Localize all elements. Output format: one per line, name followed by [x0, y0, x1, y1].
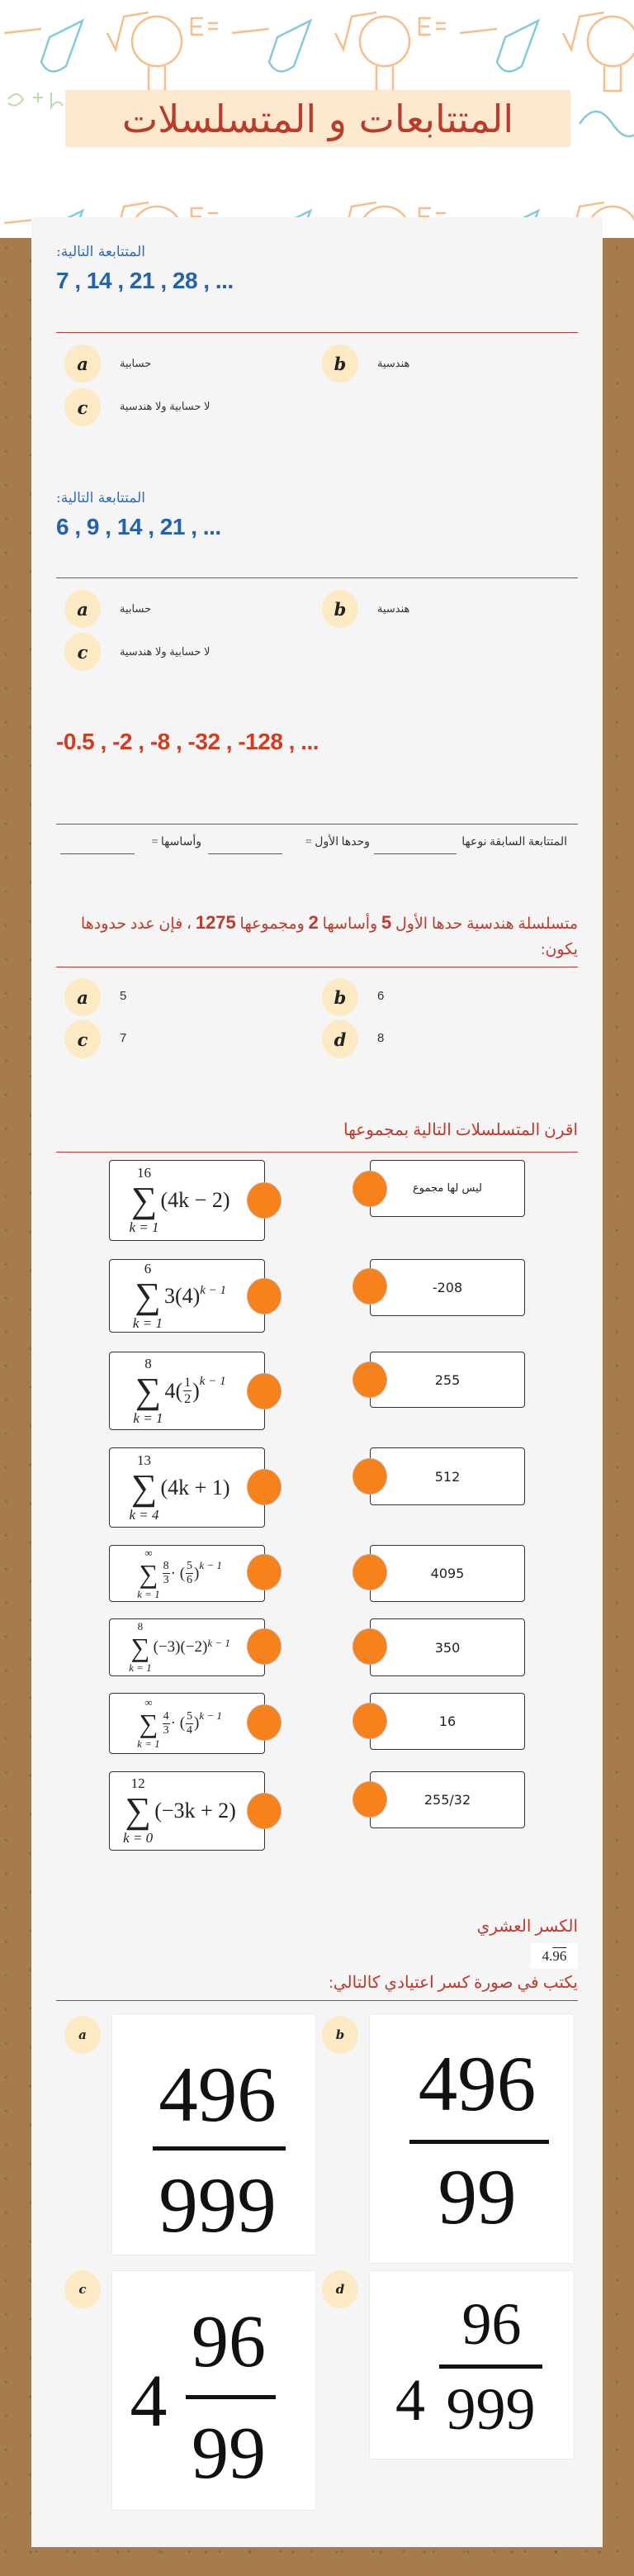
repeating-decimal	[531, 1943, 578, 1969]
sum-card[interactable]	[370, 1771, 525, 1828]
fraction	[186, 1560, 193, 1587]
q4-option-c-text[interactable]: 7	[120, 1031, 127, 1045]
sigma-symbol: ∑	[139, 1709, 158, 1738]
fraction	[186, 1710, 193, 1737]
q6-option-d[interactable]: d	[322, 2270, 358, 2308]
series-formula	[133, 1262, 226, 1331]
numerator: 5	[187, 1709, 193, 1723]
series-formula	[133, 1357, 225, 1426]
divider	[56, 2000, 578, 2001]
denominator: 99	[192, 2412, 266, 2494]
term-text: · (	[170, 1564, 186, 1582]
numerator: 496	[158, 2051, 277, 2138]
upper-limit: 8	[144, 1355, 152, 1371]
q1-sequence: 7 , 14 , 21 , 28 , ...	[56, 268, 234, 293]
sigma-symbol: ∑	[135, 1370, 162, 1411]
sum-value: -208	[432, 1280, 463, 1295]
q3-sequence: -0.5 , -2 , -8 , -32 , -128 , ...	[56, 729, 319, 754]
series-formula	[129, 1621, 230, 1674]
sigma-symbol: ∑	[139, 1558, 158, 1589]
q6-heading: الكسر العشري	[476, 1918, 578, 1936]
q4-text: وأساسها	[318, 915, 381, 933]
q3-type-label: المتتابعة السابقة نوعها	[461, 836, 567, 848]
series-term	[161, 1476, 230, 1500]
sum-card[interactable]	[370, 1352, 525, 1408]
q2-option-b[interactable]: b	[322, 590, 358, 628]
q6-option-a[interactable]: a	[64, 2016, 101, 2054]
q2-option-a-text[interactable]: حسابية	[120, 602, 152, 615]
sum-card[interactable]	[370, 1618, 525, 1676]
sigma-notation	[137, 1547, 160, 1600]
q3-first-term-label: وحدها الأول =	[305, 836, 370, 848]
term-text: 3(4)	[163, 1283, 201, 1308]
exponent: k − 1	[200, 1283, 227, 1297]
q4-ratio: 2	[308, 912, 319, 933]
sigma-symbol: ∑	[130, 1180, 158, 1220]
whole-number: 4	[395, 2367, 425, 2433]
q6-option-c[interactable]: c	[64, 2270, 101, 2308]
numerator: 4	[163, 1709, 169, 1723]
series-formula	[129, 1166, 229, 1235]
fraction	[163, 1560, 170, 1587]
fraction-bar	[153, 2146, 286, 2151]
q2-option-b-text[interactable]: هندسية	[377, 602, 410, 615]
term-text: (4k + 1)	[160, 1475, 230, 1499]
upper-limit: ∞	[144, 1696, 153, 1709]
sum-card[interactable]	[370, 1693, 525, 1750]
sigma-notation	[129, 1166, 158, 1235]
sum-connector-dot[interactable]	[352, 1628, 387, 1665]
sigma-notation	[137, 1697, 160, 1750]
sum-card[interactable]	[370, 1259, 525, 1316]
q4-option-b-text[interactable]: 6	[377, 989, 385, 1003]
decimal-repeat: 96	[552, 1947, 567, 1964]
divider	[56, 332, 578, 333]
term-text: 4(	[164, 1378, 183, 1403]
upper-limit: 13	[137, 1452, 151, 1468]
upper-limit: ∞	[144, 1546, 153, 1559]
q3-ratio-label: وأساسها =	[151, 836, 201, 848]
q2-sequence: 6 , 9 , 14 , 21 , ...	[56, 514, 221, 539]
series-connector-dot[interactable]	[247, 1554, 282, 1590]
denominator: 4	[187, 1723, 193, 1737]
q2-option-c[interactable]: c	[64, 633, 101, 671]
series-term	[154, 1637, 230, 1657]
sum-connector-dot[interactable]	[352, 1781, 387, 1818]
divider	[56, 824, 578, 825]
upper-limit: 6	[144, 1260, 152, 1276]
sum-connector-dot[interactable]	[352, 1362, 387, 1398]
q2-option-a[interactable]: a	[64, 590, 101, 628]
series-formula	[123, 1776, 236, 1846]
sum-value: 255	[434, 1371, 461, 1388]
term-text: )	[192, 1378, 200, 1403]
lower-limit: k = 1	[129, 1661, 152, 1674]
sigma-notation	[129, 1621, 152, 1674]
q1-option-c[interactable]: c	[64, 388, 101, 426]
fraction	[163, 1710, 170, 1737]
series-card[interactable]	[109, 1259, 265, 1333]
sigma-symbol: ∑	[130, 1466, 158, 1508]
q1-option-b[interactable]: b	[322, 345, 358, 383]
sum-connector-dot[interactable]	[352, 1703, 387, 1739]
q4-text: متسلسلة هندسية حدها الأول	[391, 915, 578, 933]
series-connector-dot[interactable]	[247, 1278, 282, 1314]
q2-label: المتتابعة التالية:	[56, 490, 145, 506]
series-term	[161, 1188, 230, 1213]
series-term	[164, 1375, 225, 1407]
numerator: 8	[163, 1560, 169, 1572]
q4-option-d-text[interactable]: 8	[377, 1031, 385, 1045]
divider	[56, 1152, 578, 1153]
q4-first-term: 5	[381, 912, 392, 933]
sum-value: 512	[434, 1468, 461, 1485]
lower-limit: k = 0	[123, 1830, 154, 1846]
q1-label: المتتابعة التالية:	[56, 244, 145, 260]
series-card[interactable]	[109, 1447, 265, 1528]
denominator: 6	[187, 1574, 193, 1586]
series-card[interactable]	[109, 1160, 265, 1241]
series-card[interactable]	[109, 1352, 265, 1430]
divider	[56, 577, 578, 578]
sum-card[interactable]	[370, 1545, 525, 1602]
q4-text: ومجموعها	[235, 915, 309, 933]
term-text: (−3)(−2)	[153, 1638, 208, 1656]
sum-value: ليس لها مجموع	[413, 1182, 482, 1195]
q4-option-c[interactable]: c	[64, 1020, 101, 1058]
term-text: · (	[170, 1714, 186, 1732]
q2-option-c-text[interactable]: لا حسابية ولا هندسية	[120, 645, 211, 658]
series-term	[154, 1799, 236, 1823]
q1-option-a-text[interactable]: حسابية	[120, 357, 152, 369]
q3-ratio-blank[interactable]	[60, 853, 135, 854]
whole-number: 4	[130, 2360, 168, 2442]
q1-option-b-text[interactable]: هندسية	[377, 357, 410, 369]
q6-option-b[interactable]: b	[322, 2016, 358, 2054]
sum-value: 16	[438, 1713, 457, 1729]
q6-line2: يكتب في صورة كسر اعتيادي كالتالي:	[329, 1974, 578, 1992]
q4-text: ، فإن عدد حدودها يكون:	[80, 915, 578, 958]
lower-limit: k = 1	[132, 1314, 163, 1331]
sum-connector-dot[interactable]	[352, 1171, 387, 1207]
series-term	[162, 1710, 222, 1737]
sigma-symbol: ∑	[130, 1633, 150, 1662]
page-title: المتتابعات و المتسلسلات	[121, 96, 514, 141]
denominator: 2	[184, 1392, 192, 1406]
numerator: 96	[461, 2291, 522, 2357]
sum-value: 255/32	[423, 1792, 471, 1808]
series-formula	[137, 1547, 222, 1600]
denominator: 999	[158, 2161, 277, 2249]
denominator: 3	[163, 1723, 169, 1737]
q1-option-c-text[interactable]: لا حسابية ولا هندسية	[120, 400, 211, 412]
sum-connector-dot[interactable]	[352, 1268, 387, 1305]
header	[0, 0, 634, 238]
q4-question	[56, 910, 578, 962]
q5-heading: اقرن المتسلسلات التالية بمجموعها	[343, 1121, 578, 1139]
series-card[interactable]	[109, 1545, 265, 1602]
sum-card[interactable]	[370, 1447, 525, 1505]
q1-option-a[interactable]: a	[64, 345, 101, 383]
fraction-bar	[439, 2365, 542, 2369]
q3-type-blank[interactable]	[374, 853, 457, 854]
series-connector-dot[interactable]	[247, 1704, 282, 1741]
exponent: k − 1	[199, 1709, 222, 1722]
series-card[interactable]	[109, 1618, 265, 1676]
sigma-symbol: ∑	[135, 1275, 161, 1316]
term-text: (4k − 2)	[160, 1188, 230, 1212]
denominator: 99	[438, 2153, 517, 2241]
sigma-notation	[123, 1776, 153, 1846]
numerator: 5	[187, 1560, 193, 1572]
sigma-notation	[133, 1357, 163, 1426]
upper-limit: 16	[137, 1165, 151, 1181]
sigma-notation	[133, 1262, 163, 1331]
series-formula	[129, 1453, 229, 1523]
title-banner	[65, 90, 570, 147]
sum-value: 4095	[430, 1566, 465, 1581]
numerator: 496	[418, 2040, 537, 2127]
term-text: (−3k + 2)	[154, 1799, 236, 1823]
sum-connector-dot[interactable]	[352, 1458, 387, 1495]
sigma-symbol: ∑	[125, 1790, 151, 1831]
q4-option-d[interactable]: d	[322, 1020, 358, 1058]
numerator: 1	[184, 1376, 192, 1390]
lower-limit: k = 1	[137, 1587, 160, 1600]
upper-limit: 12	[130, 1775, 145, 1791]
term-text: )	[194, 1564, 200, 1582]
sum-value: 350	[434, 1639, 461, 1656]
series-card[interactable]	[109, 1771, 265, 1851]
denominator: 3	[163, 1574, 169, 1586]
fraction-bar	[186, 2395, 276, 2399]
q4-option-b[interactable]: b	[322, 978, 358, 1016]
exponent: k − 1	[199, 1375, 226, 1388]
sigma-notation	[129, 1453, 158, 1523]
series-formula	[137, 1697, 222, 1750]
exponent: k − 1	[199, 1559, 222, 1571]
sum-connector-dot[interactable]	[352, 1554, 387, 1590]
series-connector-dot[interactable]	[247, 1373, 282, 1409]
fraction-bar	[409, 2140, 549, 2144]
lower-limit: k = 1	[133, 1409, 163, 1426]
q3-first-term-blank[interactable]	[208, 853, 282, 854]
series-connector-dot[interactable]	[247, 1182, 282, 1219]
q4-option-a-text[interactable]: 5	[120, 989, 127, 1003]
denominator: 999	[446, 2376, 536, 2442]
series-connector-dot[interactable]	[247, 1793, 282, 1829]
term-text: )	[194, 1714, 200, 1732]
decimal-whole: 4.	[542, 1947, 553, 1964]
q4-sum: 1275	[195, 912, 236, 933]
series-card[interactable]	[109, 1693, 265, 1754]
fraction	[183, 1375, 192, 1407]
series-term	[164, 1284, 226, 1309]
upper-limit: 8	[137, 1620, 144, 1633]
numerator: 96	[192, 2301, 266, 2383]
lower-limit: k = 4	[129, 1506, 159, 1523]
q4-option-a[interactable]: a	[64, 978, 101, 1016]
lower-limit: k = 1	[137, 1737, 160, 1750]
series-term	[162, 1560, 222, 1587]
series-connector-dot[interactable]	[247, 1628, 282, 1665]
lower-limit: k = 1	[129, 1219, 159, 1235]
sum-card[interactable]	[370, 1160, 525, 1217]
exponent: k − 1	[207, 1637, 230, 1649]
series-connector-dot[interactable]	[247, 1469, 282, 1505]
